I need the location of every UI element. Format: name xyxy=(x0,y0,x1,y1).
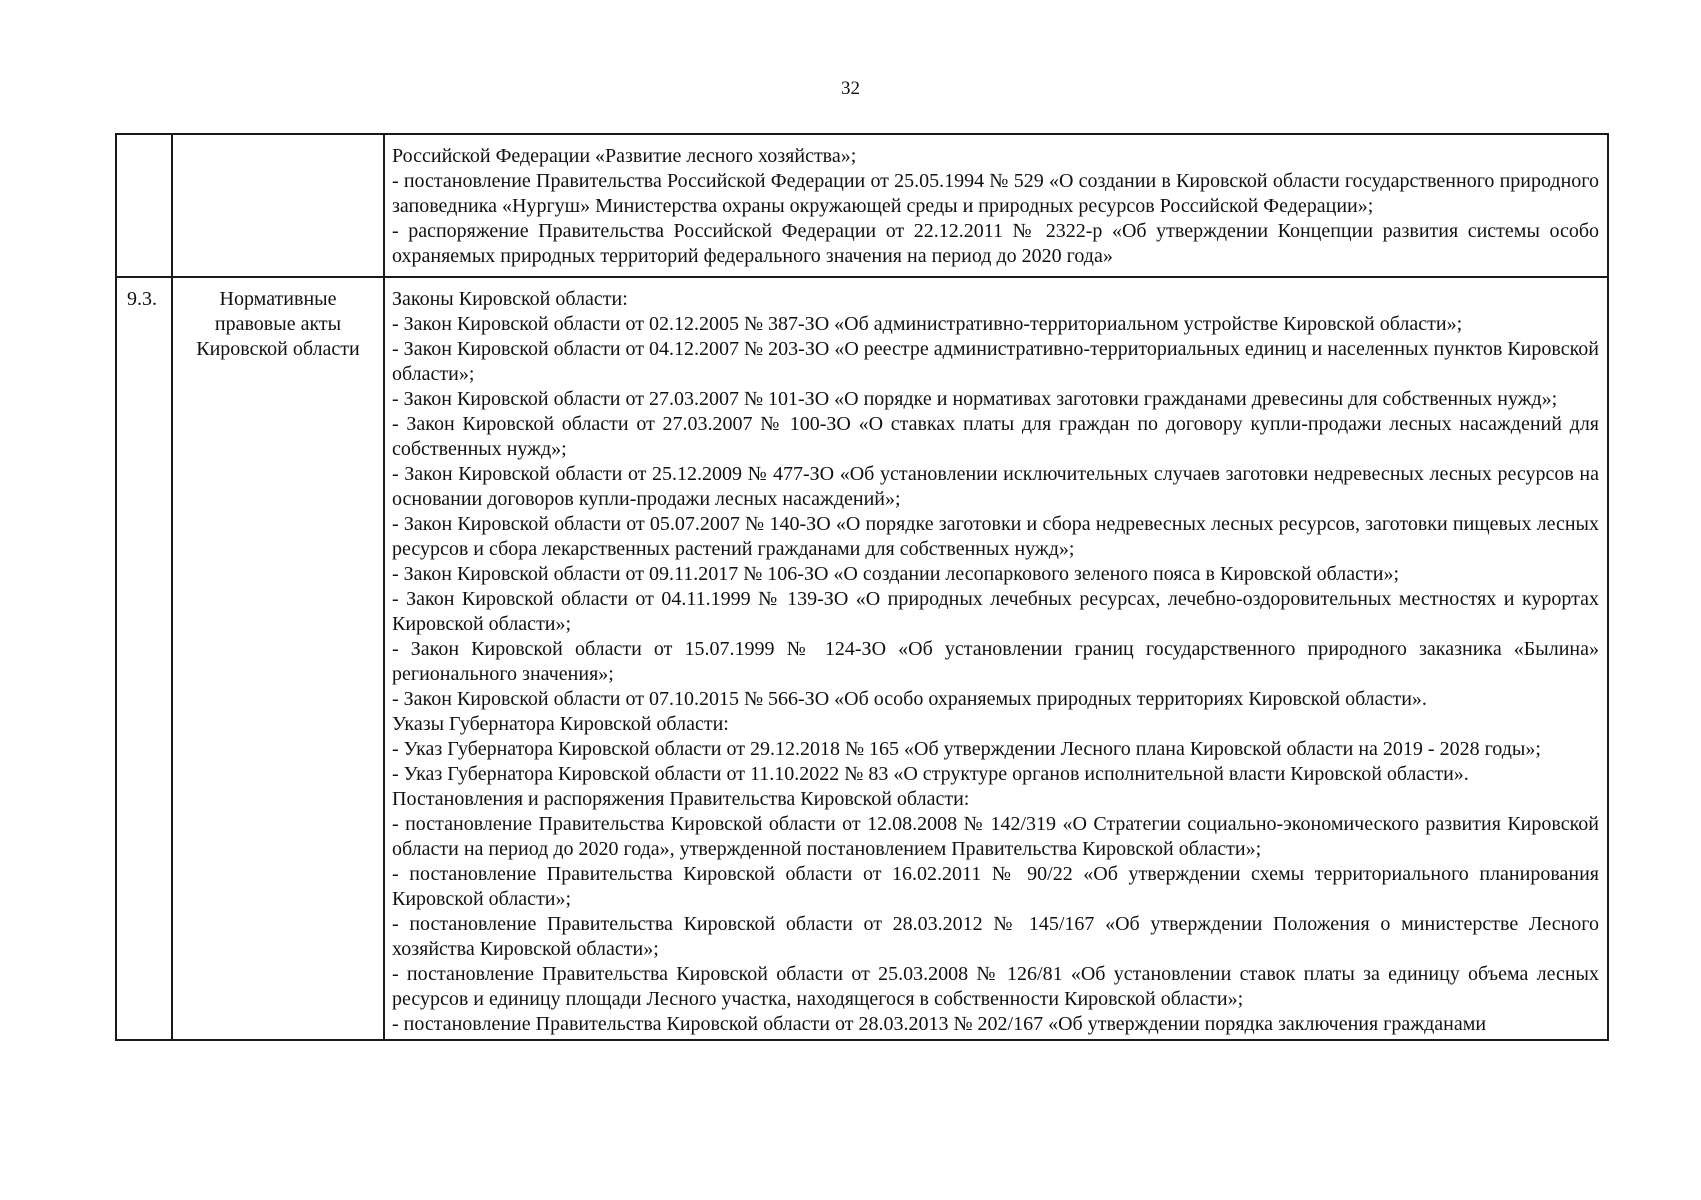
row-content-cell xyxy=(384,277,1608,1040)
list-item: - Закон Кировской области от 05.07.2007 № 140-ЗО «О порядке заготовки и сбора недревесных лесных ресурсов, заготовки пищевых лесных ресурсов и сбора лекарственных растений гражданами для собственных нужд»; xyxy=(392,513,1599,560)
list-item: - Закон Кировской области от 27.03.2007 № 100-ЗО «О ставках платы для граждан по договору купли-продажи лесных насаждений для собственных нужд»; xyxy=(392,413,1599,460)
list-item: - Закон Кировской области от 07.10.2015 № 566-ЗО «Об особо охраняемых природных территориях Кировской области». xyxy=(392,688,1427,710)
section-name-line: правовые акты xyxy=(214,313,342,335)
list-item: - постановление Правительства Кировской области от 25.03.2008 № 126/81 «Об установлении ставок платы за единицу объема лесных ресурсов и единицу площади Лесного участка, находящегося в собственности Кировской области»; xyxy=(392,963,1599,1010)
group-heading: Указы Губернатора Кировской области: xyxy=(392,713,729,735)
list-item: - постановление Правительства Кировской области от 28.03.2013 № 202/167 «Об утверждении порядка заключения гражданами xyxy=(392,1013,1487,1035)
list-item: - постановление Правительства Российской Федерации от 25.05.1994 № 529 «О создании в Кировской области государственного природного заповедника «Нургуш» Министерства охраны окружающей среды и природных ресурсов Российской Федерации»; xyxy=(392,170,1599,217)
list-item: - Закон Кировской области от 04.12.2007 № 203-ЗО «О реестре административно-территориальных единиц и населенных пунктов Кировской области»; xyxy=(392,338,1599,385)
row-name-cell xyxy=(172,277,384,1040)
section-name-line: Нормативные xyxy=(219,288,337,310)
list-item: - Закон Кировской области от 27.03.2007 № 101-ЗО «О порядке и нормативах заготовки гражданами древесины для собственных нужд»; xyxy=(392,388,1558,410)
table-row xyxy=(116,134,1608,277)
list-item: - Закон Кировской области от 15.07.1999 № 124-ЗО «Об установлении границ государственного природного заказника «Былина» регионального значения»; xyxy=(392,638,1599,685)
list-item: - постановление Правительства Кировской области от 12.08.2008 № 142/319 «О Стратегии социально-экономического развития Кировской области на период до 2020 года», утвержденной постановлением Правительства Кировской области»; xyxy=(392,813,1599,860)
table-row xyxy=(116,277,1608,1040)
list-item: - Закон Кировской области от 09.11.2017 № 106-ЗО «О создании лесопаркового зеленого пояса в Кировской области»; xyxy=(392,563,1400,585)
row-number-cell xyxy=(116,134,172,277)
list-item: - Закон Кировской области от 02.12.2005 № 387-ЗО «Об административно-территориальном устройстве Кировской области»; xyxy=(392,313,1463,335)
list-item: - Закон Кировской области от 25.12.2009 № 477-ЗО «Об установлении исключительных случаев заготовки недревесных лесных ресурсов на основании договоров купли-продажи лесных насаждений»; xyxy=(392,463,1599,510)
list-item: Российской Федерации «Развитие лесного хозяйства»; xyxy=(392,145,857,167)
list-item: - Указ Губернатора Кировской области от 11.10.2022 № 83 «О структуре органов исполнительной власти Кировской области». xyxy=(392,763,1469,785)
list-item: - распоряжение Правительства Российской Федерации от 22.12.2011 № 2322-р «Об утверждении Концепции развития системы особо охраняемых природных территорий федерального значения на период до 2020 года» xyxy=(392,220,1599,267)
group-heading: Законы Кировской области: xyxy=(392,288,628,310)
list-item: - Закон Кировской области от 04.11.1999 № 139-ЗО «О природных лечебных ресурсах, лечебно-оздоровительных местностях и курортах Кировской области»; xyxy=(392,588,1599,635)
list-item: - постановление Правительства Кировской области от 16.02.2011 № 90/22 «Об утверждении схемы территориального планирования Кировской области»; xyxy=(392,863,1599,910)
row-content-cell xyxy=(384,134,1608,277)
row-name-cell xyxy=(172,134,384,277)
row-number-cell: 9.3. xyxy=(116,277,172,1040)
page-number: 32 xyxy=(841,78,860,99)
list-item: - Указ Губернатора Кировской области от 29.12.2018 № 165 «Об утверждении Лесного плана Кировской области на 2019 - 2028 годы»; xyxy=(392,738,1541,760)
list-item: - постановление Правительства Кировской области от 28.03.2012 № 145/167 «Об утверждении Положения о министерстве Лесного хозяйства Кировской области»; xyxy=(392,913,1599,960)
regulations-table xyxy=(115,133,1609,1041)
section-name-line: Кировской области xyxy=(196,338,360,360)
group-heading: Постановления и распоряжения Правительства Кировской области: xyxy=(392,788,970,810)
